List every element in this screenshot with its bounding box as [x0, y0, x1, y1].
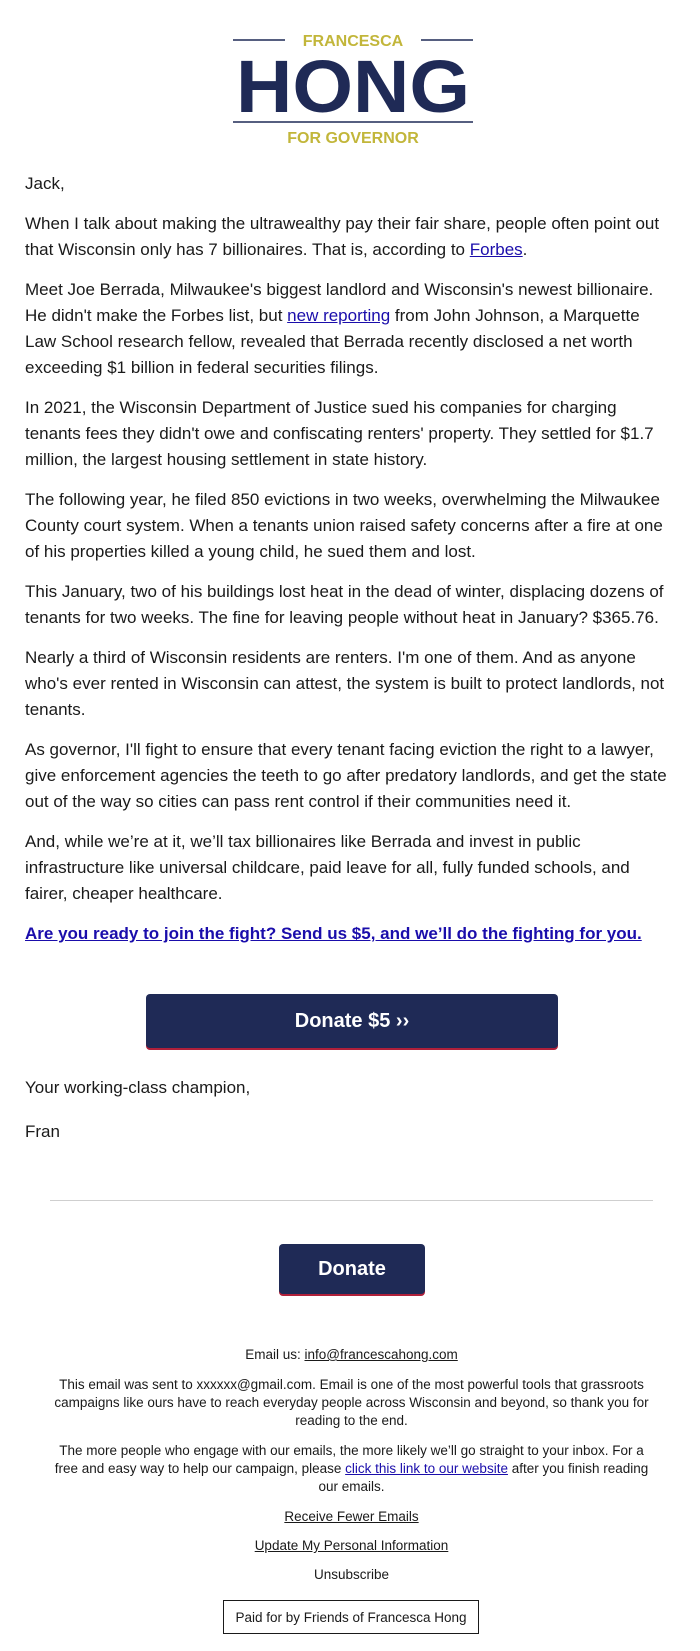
logo-bottom-text: FOR GOVERNOR — [287, 130, 419, 147]
email-body — [25, 171, 675, 961]
new-reporting-link[interactable]: new reporting — [287, 306, 391, 325]
paragraph-3: In 2021, the Wisconsin Department of Justice sued his companies for charging tenants fees they didn't owe and confiscating renters' property. They settled for $1.7 million, the largest housing settlement in state history. — [25, 398, 654, 469]
campaign-logo — [233, 30, 473, 148]
paragraph-5: This January, two of his buildings lost heat in the dead of winter, displacing dozens of tenants for two weeks. The fine for leaving people without heat in January? $365.76. — [25, 582, 664, 627]
signoff — [25, 1075, 675, 1163]
engage-text: The more people who engage with our emails, the more likely we’ll go straight to your inbox. For a free and easy way to help our campaign, please click this link to our website after you finish reading our emails. — [54, 1443, 649, 1494]
footer — [50, 1346, 653, 1595]
logo-top-text: FRANCESCA — [302, 33, 404, 50]
greeting: Jack, — [25, 174, 65, 193]
forbes-link[interactable]: Forbes — [469, 240, 523, 259]
donate-button[interactable]: Donate — [279, 1244, 425, 1294]
update-info-link[interactable]: Update My Personal Information — [254, 1538, 449, 1553]
divider — [50, 1200, 653, 1201]
paragraph-4: The following year, he filed 850 evictions in two weeks, overwhelming the Milwaukee County court system. When a tenants union raised safety concerns after a fire at one of his properties killed a young child, he sued them and lost. — [25, 490, 663, 561]
paragraph-2: Meet Joe Berrada, Milwaukee's biggest landlord and Wisconsin's newest billionaire. He didn't make the Forbes list, but new reporting from John Johnson, a Marquette Law School research fellow, revealed that Berrada recently disclosed a net worth exceeding $1 billion in federal securities filings. — [25, 280, 654, 377]
cta-donate-link[interactable]: Are you ready to join the fight? Send us $5, and we’ll do the fighting for you. — [25, 924, 642, 943]
logo-main-text: HONG — [236, 45, 470, 128]
email-us: Email us: info@francescahong.com — [245, 1347, 458, 1362]
email-link[interactable]: info@francescahong.com — [304, 1347, 458, 1362]
receive-fewer-emails-link[interactable]: Receive Fewer Emails — [284, 1509, 419, 1524]
paid-for-disclaimer: Paid for by Friends of Francesca Hong — [223, 1600, 479, 1634]
signoff-line: Your working-class champion, — [25, 1078, 251, 1097]
paragraph-6: Nearly a third of Wisconsin residents are renters. I'm one of them. And as anyone who's ever rented in Wisconsin can attest, the system is built to protect landlords, not tenants. — [25, 648, 665, 719]
sent-to-text: This email was sent to xxxxxx@gmail.com. Email is one of the most powerful tools that grassroots campaigns like ours have to reach everyday people across Wisconsin and beyond, so thank you for reading to the end. — [54, 1377, 649, 1428]
paragraph-8: And, while we’re at it, we’ll tax billionaires like Berrada and invest in public infrastructure like universal childcare, paid leave for all, fully funded schools, and fairer, cheaper healthcare. — [25, 832, 630, 903]
signature: Fran — [25, 1122, 60, 1141]
unsubscribe-link[interactable]: Unsubscribe — [313, 1567, 390, 1582]
donate-5-button[interactable]: Donate $5 ›› — [146, 994, 558, 1048]
website-link[interactable]: click this link to our website — [345, 1461, 508, 1476]
paragraph-7: As governor, I'll fight to ensure that every tenant facing eviction the right to a lawyer, give enforcement agencies the teeth to go after predatory landlords, and get the state out of the way so cities can pass rent control if their communities need it. — [25, 740, 667, 811]
paragraph-1: When I talk about making the ultrawealthy pay their fair share, people often point out that Wisconsin only has 7 billionaires. That is, according to Forbes. — [25, 214, 660, 259]
